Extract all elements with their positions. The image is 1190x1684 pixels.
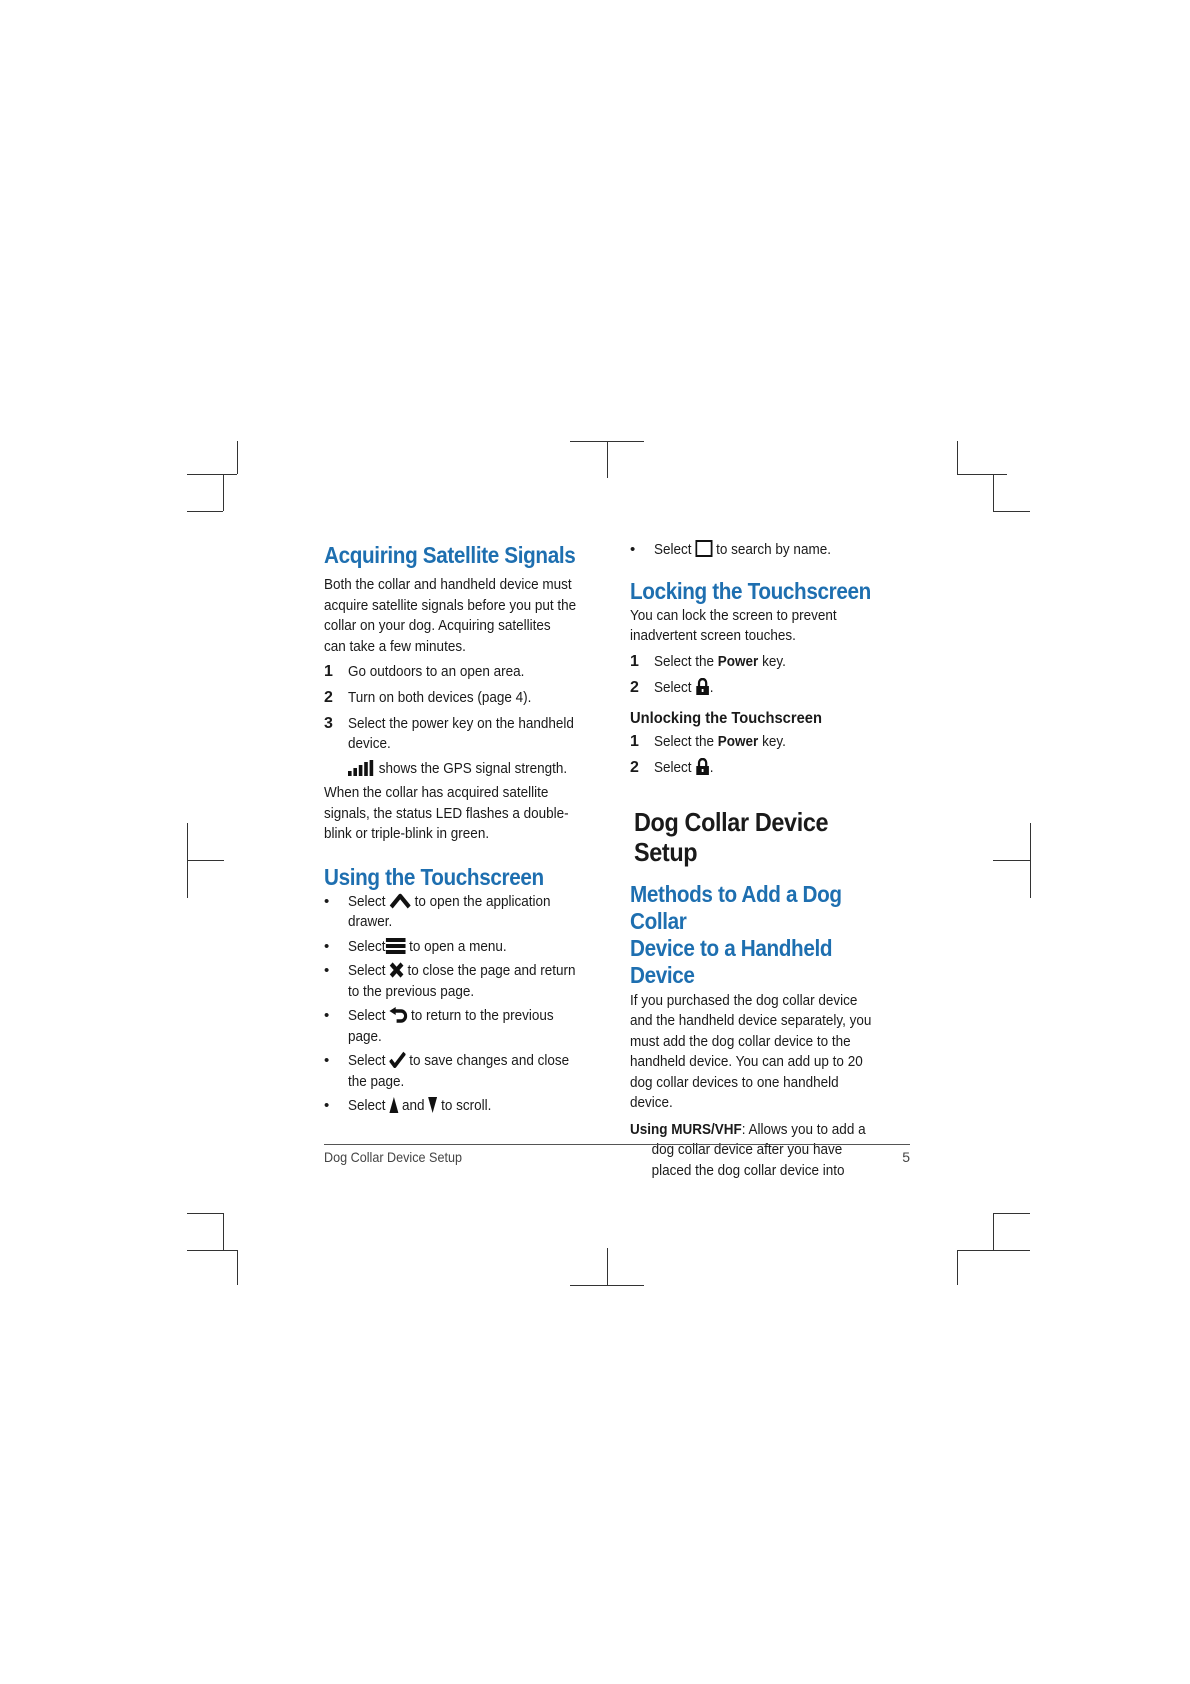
heading-locking-the-touchscreen: Locking the Touchscreen (630, 577, 871, 604)
step-item: 3 Select the power key on the handheld device. (324, 715, 574, 752)
heading-using-the-touchscreen: Using the Touchscreen (324, 863, 544, 890)
step-item: 2 Select . (630, 758, 714, 776)
heading-unlocking-the-touchscreen: Unlocking the Touchscreen (630, 709, 822, 727)
arrow-down-icon (428, 1097, 437, 1113)
unlock-step-list (630, 732, 920, 778)
signal-strength-icon (348, 760, 375, 776)
methods-paragraph: If you purchased the dog collar device and the handheld device separately, you must add the dog collar device to the handheld device. You can add up to 20 dog collar devices to one handheld device. (630, 991, 872, 1111)
menu-icon (386, 938, 406, 954)
arrow-up-icon (389, 1097, 398, 1113)
bullet-item: • Select to open a menu. (324, 937, 507, 955)
lock-icon (695, 758, 709, 775)
back-icon (389, 1007, 407, 1023)
checkmark-icon (389, 1051, 405, 1068)
heading-dog-collar-device-setup: Dog Collar Device Setup (634, 806, 829, 867)
step-item: 2 Turn on both devices (page 4). (324, 689, 532, 706)
bullet-item: • Select and to scroll. (324, 1097, 492, 1114)
lock-step-list (630, 652, 920, 698)
murs-vhf-paragraph: Using MURS/VHF: Allows you to add a dog collar device after you have placed the dog collar device into (630, 1120, 866, 1179)
bullet-item: • Select to save changes and close the page. (324, 1052, 570, 1090)
lock-icon (695, 678, 709, 695)
bullet-item: • Select to search by name. (630, 541, 831, 558)
page-footer (324, 1144, 910, 1165)
page-number: 5 (902, 1149, 910, 1165)
acquiring-paragraph: Both the collar and handheld device must acquire satellite signals before you put the collar on your dog. Acquiring satellites can take a few minutes. (324, 576, 577, 655)
left-column (324, 528, 608, 1117)
step-item: 1 Go outdoors to an open area. (324, 663, 525, 680)
gps-note (324, 759, 608, 779)
search-box-icon (695, 540, 712, 557)
close-icon (389, 962, 403, 978)
status-paragraph: When the collar has acquired satellite signals, the status LED flashes a double- blink or triple-blink in green. (324, 784, 569, 842)
gps-note-text: shows the GPS signal strength. (378, 760, 568, 777)
step-item: 2 Select . (630, 678, 714, 696)
step-item: 1 Select the Power key. (630, 652, 786, 670)
heading-methods-to-add: Methods to Add a Dog Collar Device to a Handheld Device (630, 880, 842, 988)
locking-paragraph: You can lock the screen to prevent inadvertent screen touches. (630, 606, 837, 644)
bullet-item: • Select to open the application drawer. (324, 892, 551, 930)
step-list (324, 662, 608, 779)
touchscreen-bullet-list (324, 892, 608, 1117)
step-item: 1 Select the Power key. (630, 732, 786, 750)
heading-acquiring-satellite-signals: Acquiring Satellite Signals (324, 542, 576, 568)
footer-section-title: Dog Collar Device Setup (324, 1149, 462, 1165)
right-column (630, 528, 920, 1181)
bullet-item: • Select to return to the previous page. (324, 1007, 554, 1045)
chevron-up-icon (389, 893, 411, 909)
bullet-item: • Select to close the page and return to the previous page. (324, 962, 576, 1000)
murs-label: Using MURS/VHF (630, 1120, 742, 1138)
